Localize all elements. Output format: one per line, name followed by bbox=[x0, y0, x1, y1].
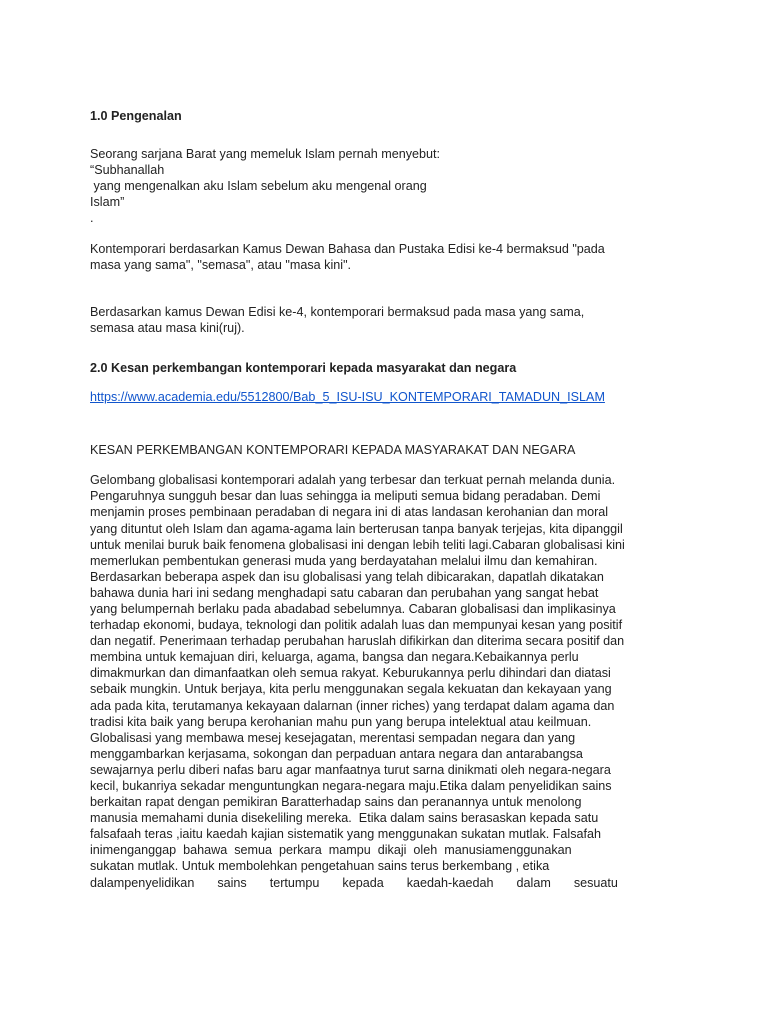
word: tertumpu bbox=[269, 875, 320, 890]
word: dalam bbox=[516, 875, 551, 890]
paragraph-definition-2 bbox=[90, 304, 690, 336]
body-line: Pengaruhnya sungguh besar dan luas sehingga ia meliputi semua bidang peradaban. Demi bbox=[90, 489, 601, 504]
body-line: inimenganggap bahawa semua perkara mampu dikaji oleh manusiamenggunakan bbox=[90, 843, 572, 858]
quote-block bbox=[90, 146, 690, 226]
body-line: dimakmurkan dan dimanfaatkan oleh semua rakyat. Keburukannya perlu dihindari dan diatasi bbox=[90, 666, 611, 681]
document-page bbox=[90, 108, 690, 891]
body-line: sebaik mungkin. Untuk berjaya, kita perlu menggunakan segala kekuatan dan kekayaan yang bbox=[90, 682, 612, 697]
body-line: falsafaah teras ,iaitu kaedah kajian sistematik yang menggunakan sukatan mutlak. Falsafah bbox=[90, 827, 602, 842]
body-line: untuk menilai buruk baik fenomena globalisasi ini dengan lebih teliti lagi.Cabaran globalisasi kini bbox=[90, 537, 625, 552]
body-line: menjamin proses pembinaan peradaban di negara ini di atas landasan kerohanian dan moral bbox=[90, 505, 609, 520]
word: kaedah-kaedah bbox=[406, 875, 494, 890]
body-line: sewajarnya perlu diberi nafas baru agar manfaatnya turut sarna dinikmati oleh negara-negara bbox=[90, 762, 611, 777]
body-line: tradisi kita baik yang berupa kerohanian mahu pun yang berupa intelektual atau keilmuan. bbox=[90, 714, 592, 729]
body-line: membina untuk kemajuan diri, keluarga, agama, bangsa dan negara.Kebaikannya perlu bbox=[90, 650, 579, 665]
quote-line: Islam” bbox=[90, 195, 125, 210]
section-heading-kesan: 2.0 Kesan perkembangan kontemporari kepada masyarakat dan negara bbox=[90, 360, 517, 375]
paragraph-line: semasa atau masa kini(ruj). bbox=[90, 320, 245, 335]
body-paragraph bbox=[90, 472, 690, 890]
body-line: berkaitan rapat dengan pemikiran Baratterhadap sains dan peranannya untuk menolong bbox=[90, 795, 582, 810]
body-line: Globalisasi yang membawa mesej kesejagatan, merentasi sempadan negara dan yang bbox=[90, 730, 576, 745]
paragraph-definition-1 bbox=[90, 241, 690, 273]
body-line: kecil, bukanriya sekadar menguntungkan negara-negara maju.Etika dalam penyelidikan sains bbox=[90, 779, 612, 793]
word: kepada bbox=[342, 875, 384, 890]
word: dalampenyelidikan bbox=[90, 875, 195, 890]
body-line: terhadap ekonomi, budaya, teknologi dan politik adalah luas dan mempunyai kesan yang positif bbox=[90, 618, 623, 633]
body-line: bahawa dunia hari ini sedang menghadapi satu cabaran dan perubahan yang sangat hebat bbox=[90, 585, 599, 600]
paragraph-line: Berdasarkan kamus Dewan Edisi ke-4, kontemporari bermaksud pada masa yang sama, bbox=[90, 304, 585, 319]
word: sesuatu bbox=[573, 875, 618, 890]
body-line: Berdasarkan beberapa aspek dan isu globalisasi yang telah dibicarakan, dapatlah dikatakan bbox=[90, 569, 604, 584]
paragraph-line: masa yang sama", "semasa", atau "masa kini". bbox=[90, 257, 352, 272]
body-line: ada pada kita, terutamanya kekayaan dalarnan (inner riches) yang terdapat dalam agama dan bbox=[90, 698, 615, 713]
body-line: Gelombang globalisasi kontemporari adalah yang terbesar dan terkuat pernah melanda dunia. bbox=[90, 473, 616, 488]
body-line: sukatan mutlak. Untuk membolehkan pengetahuan sains terus berkembang , etika bbox=[90, 859, 550, 874]
quote-line: . bbox=[90, 211, 94, 226]
reference-link[interactable]: https://www.academia.edu/5512800/Bab_5_ISU-ISU_KONTEMPORARI_TAMADUN_ISLAM bbox=[90, 390, 605, 405]
paragraph-line: Kontemporari berdasarkan Kamus Dewan Bahasa dan Pustaka Edisi ke-4 bermaksud "pada bbox=[90, 241, 605, 256]
quote-line: “Subhanallah bbox=[90, 163, 165, 178]
word: sains bbox=[217, 875, 247, 890]
body-line: yang dituntut oleh Islam dan agama-agama lain berterusan tanpa banyak terjejas, kita dipanggil bbox=[90, 521, 623, 536]
body-line: dan negatif. Penerimaan terhadap perubahan haruslah difikirkan dan diterima secara positif dan bbox=[90, 634, 625, 649]
body-line: yang belumpernah berlaku pada abadabad sebelumnya. Cabaran globalisasi dan implikasinya bbox=[90, 601, 616, 616]
body-subheading: KESAN PERKEMBANGAN KONTEMPORARI KEPADA MASYARAKAT DAN NEGARA bbox=[90, 443, 576, 458]
quote-line: Seorang sarjana Barat yang memeluk Islam pernah menyebut: bbox=[90, 147, 441, 162]
body-line-justified bbox=[90, 875, 618, 891]
body-line: manusia memahami dunia disekeliling mereka. Etika dalam sains berasaskan kepada satu bbox=[90, 811, 599, 826]
body-line: menggambarkan kerjasama, sokongan dan perpaduan antara negara dan antarabangsa bbox=[90, 746, 583, 761]
quote-line: yang mengenalkan aku Islam sebelum aku mengenal orang bbox=[90, 179, 427, 194]
body-line: memerlukan pembentukan generasi muda yang berdayatahan melalui ilmu dan kemahiran. bbox=[90, 553, 598, 568]
section-heading-pengenalan: 1.0 Pengenalan bbox=[90, 109, 182, 123]
